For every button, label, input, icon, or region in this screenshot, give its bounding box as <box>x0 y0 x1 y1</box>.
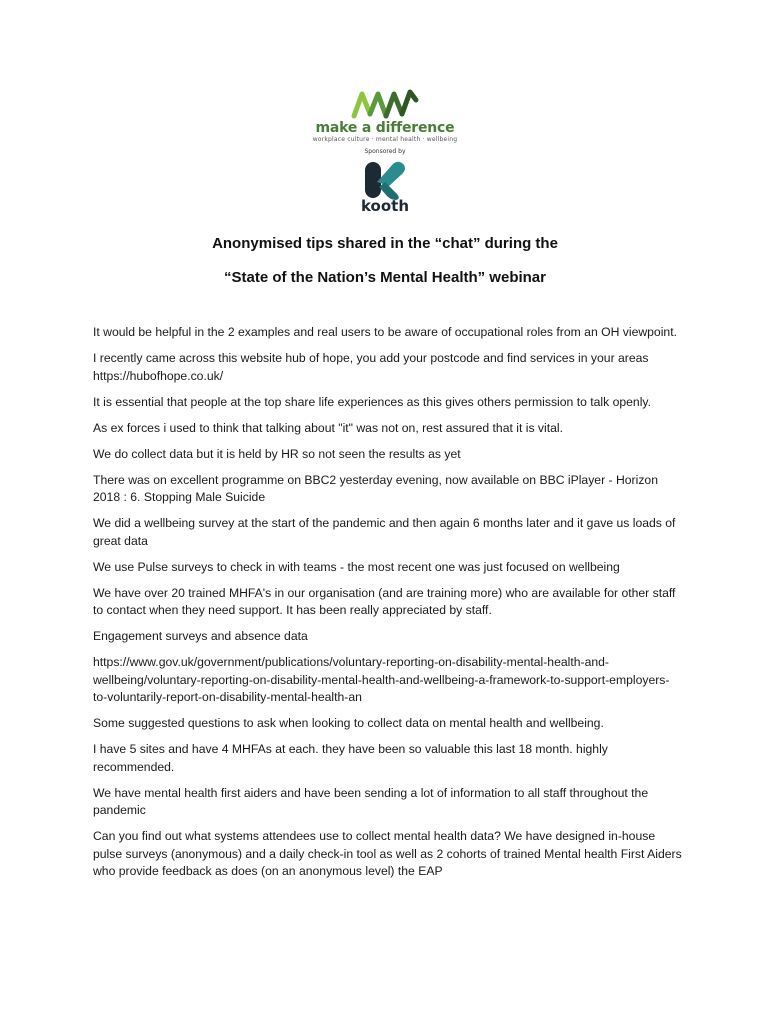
title-line-1: Anonymised tips shared in the “chat” during the <box>212 235 558 252</box>
kooth-name: kooth <box>360 197 410 215</box>
title-line-2: “State of the Nation’s Mental Health” webinar <box>224 269 546 286</box>
tip-item: https://www.gov.uk/government/publications/voluntary-reporting-on-disability-mental-health-and-wellbeing/voluntary-reporting-on-disability-mental-health-and-wellbeing-a-framework-to-support-employers-to-voluntarily-report-on-disability-mental-health-an <box>93 655 670 704</box>
tip-item: We use Pulse surveys to check in with teams - the most recent one was just focused on wellbeing <box>93 559 620 574</box>
tip-item: Can you find out what systems attendees use to collect mental health data? We have designed in-house pulse surveys (anonymous) and a daily check-in tool as well as 2 cohorts of trained Mental health First Aiders who provide feedback as does (on an anonymous level) the EAP <box>93 829 682 878</box>
tip-item: There was on excellent programme on BBC2 yesterday evening, now available on BBC iPlayer - Horizon 2018 : 6. Stopping Male Suicide <box>93 472 658 504</box>
tip-item: I have 5 sites and have 4 MHFAs at each. they have been so valuable this last 18 month. highly recommended. <box>93 742 608 774</box>
tip-item: We did a wellbeing survey at the start of the pandemic and then again 6 months later and it gave us loads of great data <box>93 516 676 548</box>
make-a-difference-tagline: workplace culture · mental health · wellbeing <box>312 136 458 143</box>
header-logos <box>0 88 770 214</box>
make-a-difference-name: make a difference <box>315 120 455 136</box>
tip-item: It would be helpful in the 2 examples and real users to be aware of occupational roles from an OH viewpoint. <box>93 325 677 339</box>
tip-item: I recently came across this website hub of hope, you add your postcode and find services in your areas https://hubofhope.co.uk/ <box>93 351 649 383</box>
make-a-difference-mark-icon <box>350 88 420 120</box>
tip-item: Engagement surveys and absence data <box>93 629 308 643</box>
tip-item: Some suggested questions to ask when looking to collect data on mental health and wellbeing. <box>93 716 604 730</box>
tips-list <box>93 324 683 889</box>
tip-item: We have over 20 trained MHFA's in our organisation (and are training more) who are available for other staff to contact when they need support. It has been really appreciated by staff. <box>93 585 676 617</box>
tip-item: We have mental health first aiders and have been sending a lot of information to all staff throughout the pandemic <box>93 785 649 817</box>
tip-item: It is essential that people at the top share life experiences as this gives others permission to talk openly. <box>93 394 651 409</box>
kooth-mark-icon <box>363 160 407 200</box>
tip-item: We do collect data but it is held by HR so not seen the results as yet <box>93 446 461 461</box>
make-a-difference-logo <box>310 88 460 144</box>
tip-item: As ex forces i used to think that talking about "it" was not on, rest assured that it is vital. <box>93 420 563 435</box>
sponsored-by-label: Sponsored by <box>364 148 406 155</box>
document-title <box>0 235 770 287</box>
